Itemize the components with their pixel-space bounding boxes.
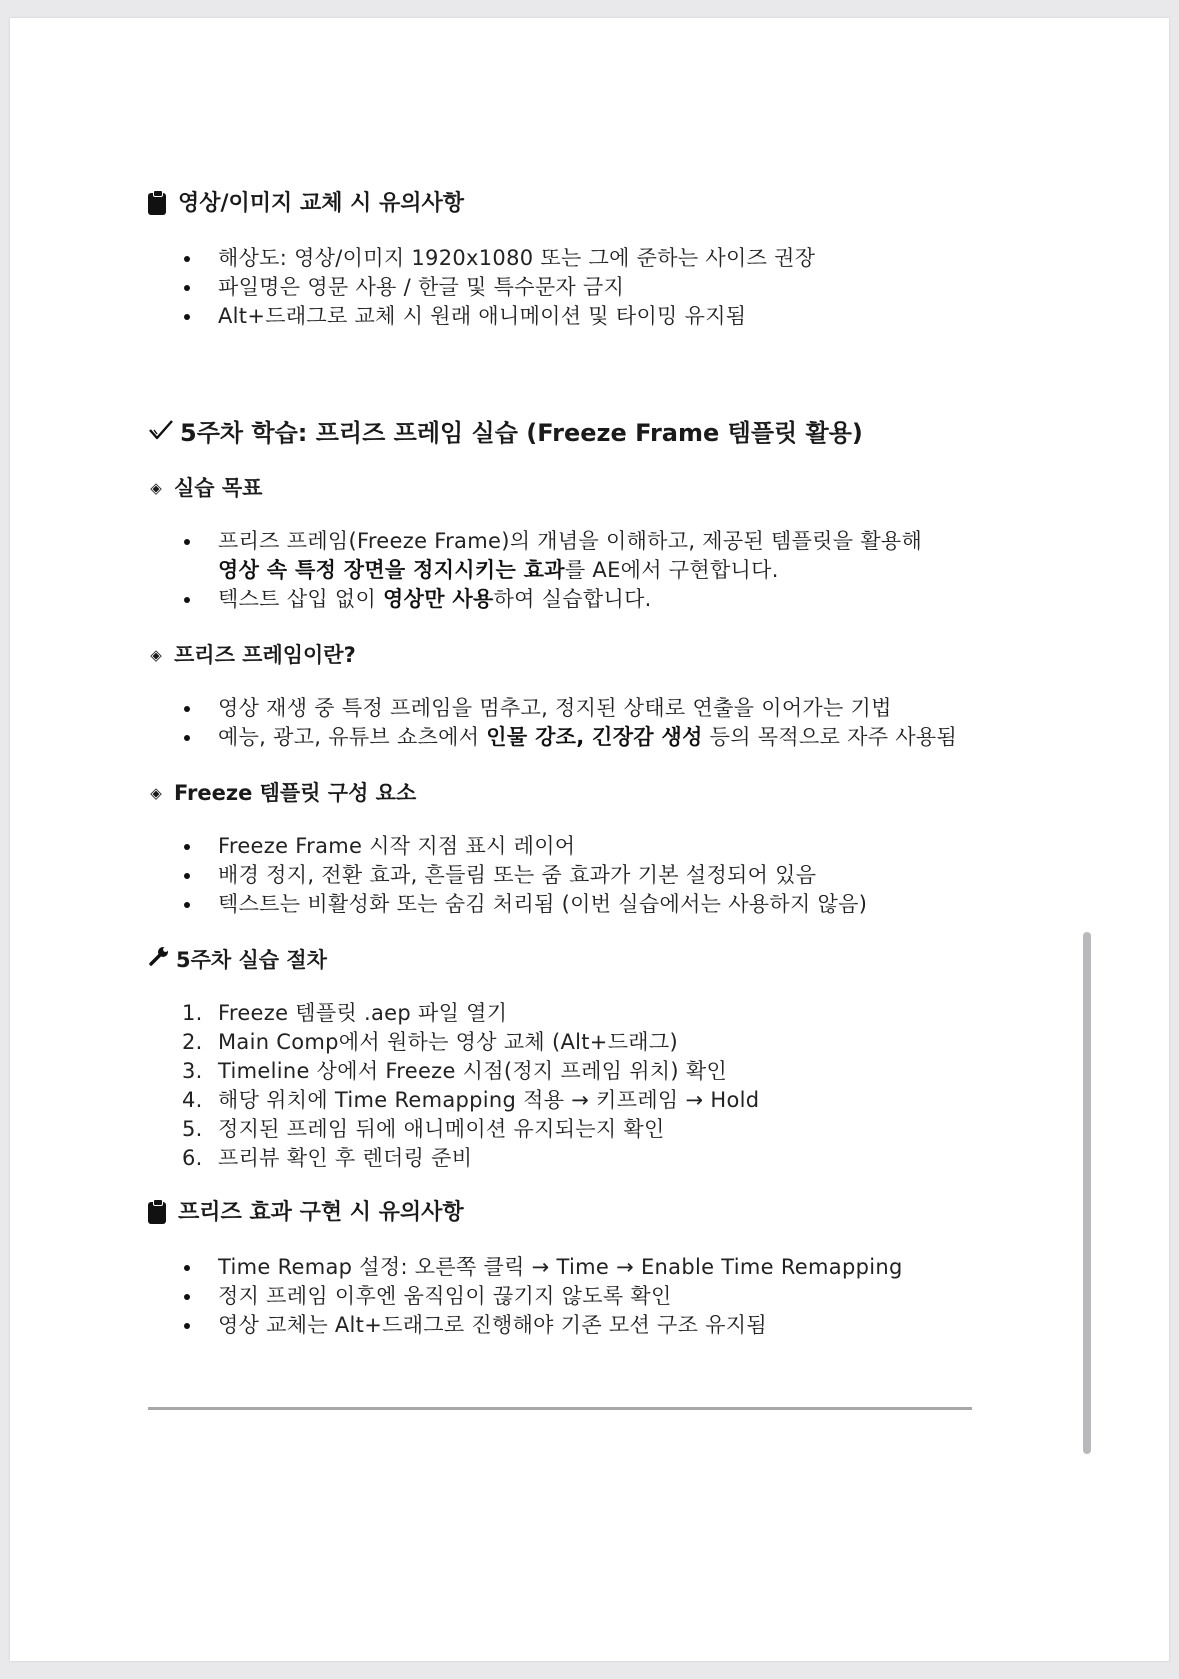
- scrollbar-thumb[interactable]: [1083, 932, 1091, 1454]
- week5-title: 5주차 학습: 프리즈 프레임 실습 (Freeze Frame 템플릿 활용): [148, 417, 1048, 449]
- procedure-heading: 5주차 실습 절차: [148, 945, 1048, 975]
- list-item: 텍스트 삽입 없이 영상만 사용하여 실습합니다.: [148, 585, 1048, 614]
- freeze-notes-list: [148, 1253, 1048, 1340]
- list-item: 영상 교체는 Alt+드래그로 진행해야 기존 모션 구조 유지됨: [148, 1311, 1048, 1340]
- replace-notes-heading: 영상/이미지 교체 시 유의사항: [148, 188, 1048, 220]
- step-item: 5. 정지된 프레임 뒤에 애니메이션 유지되는지 확인: [182, 1117, 665, 1141]
- document-content: [148, 188, 1048, 1340]
- whatis-heading: ◈ 프리즈 프레임이란?: [148, 640, 1048, 670]
- list-item: 영상 재생 중 특정 프레임을 멈추고, 정지된 상태로 연출을 이어가는 기법: [148, 694, 1048, 723]
- procedure-steps: [148, 999, 1048, 1173]
- list-item: 배경 정지, 전환 효과, 흔들림 또는 줌 효과가 기본 설정되어 있음: [148, 861, 1048, 890]
- list-item: Freeze Frame 시작 지점 표시 레이어: [148, 832, 1048, 861]
- diamond-icon: ◈: [150, 646, 162, 664]
- components-heading: ◈ Freeze 템플릿 구성 요소: [148, 778, 1048, 808]
- step-item: 1. Freeze 템플릿 .aep 파일 열기: [182, 1001, 508, 1025]
- list-item: Alt+드래그로 교체 시 원래 애니메이션 및 타이밍 유지됨: [148, 302, 1048, 331]
- freeze-notes-heading: 프리즈 효과 구현 시 유의사항: [148, 1197, 1048, 1229]
- step-item: 2. Main Comp에서 원하는 영상 교체 (Alt+드래그): [182, 1030, 678, 1054]
- list-item: 해상도: 영상/이미지 1920x1080 또는 그에 준하는 사이즈 권장: [148, 244, 1048, 273]
- clipboard-icon: [148, 1202, 166, 1224]
- horizontal-rule: [148, 1407, 972, 1410]
- diamond-icon: ◈: [150, 479, 162, 497]
- whatis-list: [148, 694, 1048, 752]
- list-item: 프리즈 프레임(Freeze Frame)의 개념을 이해하고, 제공된 템플릿을 활용해 영상 속 특정 장면을 정지시키는 효과를 AE에서 구현합니다.: [148, 527, 1048, 585]
- step-item: 6. 프리뷰 확인 후 렌더링 준비: [182, 1146, 473, 1170]
- document-page: [10, 18, 1169, 1661]
- diamond-icon: ◈: [150, 784, 162, 802]
- components-list: [148, 832, 1048, 919]
- list-item: 예능, 광고, 유튜브 쇼츠에서 인물 강조, 긴장감 생성 등의 목적으로 자주 사용됨: [148, 723, 1048, 752]
- goal-heading: ◈ 실습 목표: [148, 473, 1048, 503]
- wrench-icon: [148, 945, 170, 975]
- list-item: 파일명은 영문 사용 / 한글 및 특수문자 금지: [148, 273, 1048, 302]
- goal-list: [148, 527, 1048, 614]
- step-item: 4. 해당 위치에 Time Remapping 적용 → 키프레임 → Hold: [182, 1088, 760, 1112]
- check-icon: [148, 417, 174, 449]
- step-item: 3. Timeline 상에서 Freeze 시점(정지 프레임 위치) 확인: [182, 1059, 728, 1083]
- list-item: Time Remap 설정: 오른쪽 클릭 → Time → Enable Time Remapping: [148, 1253, 1048, 1282]
- replace-notes-list: [148, 244, 1048, 331]
- clipboard-icon: [148, 193, 166, 215]
- list-item: 정지 프레임 이후엔 움직임이 끊기지 않도록 확인: [148, 1282, 1048, 1311]
- list-item: 텍스트는 비활성화 또는 숨김 처리됨 (이번 실습에서는 사용하지 않음): [148, 890, 1048, 919]
